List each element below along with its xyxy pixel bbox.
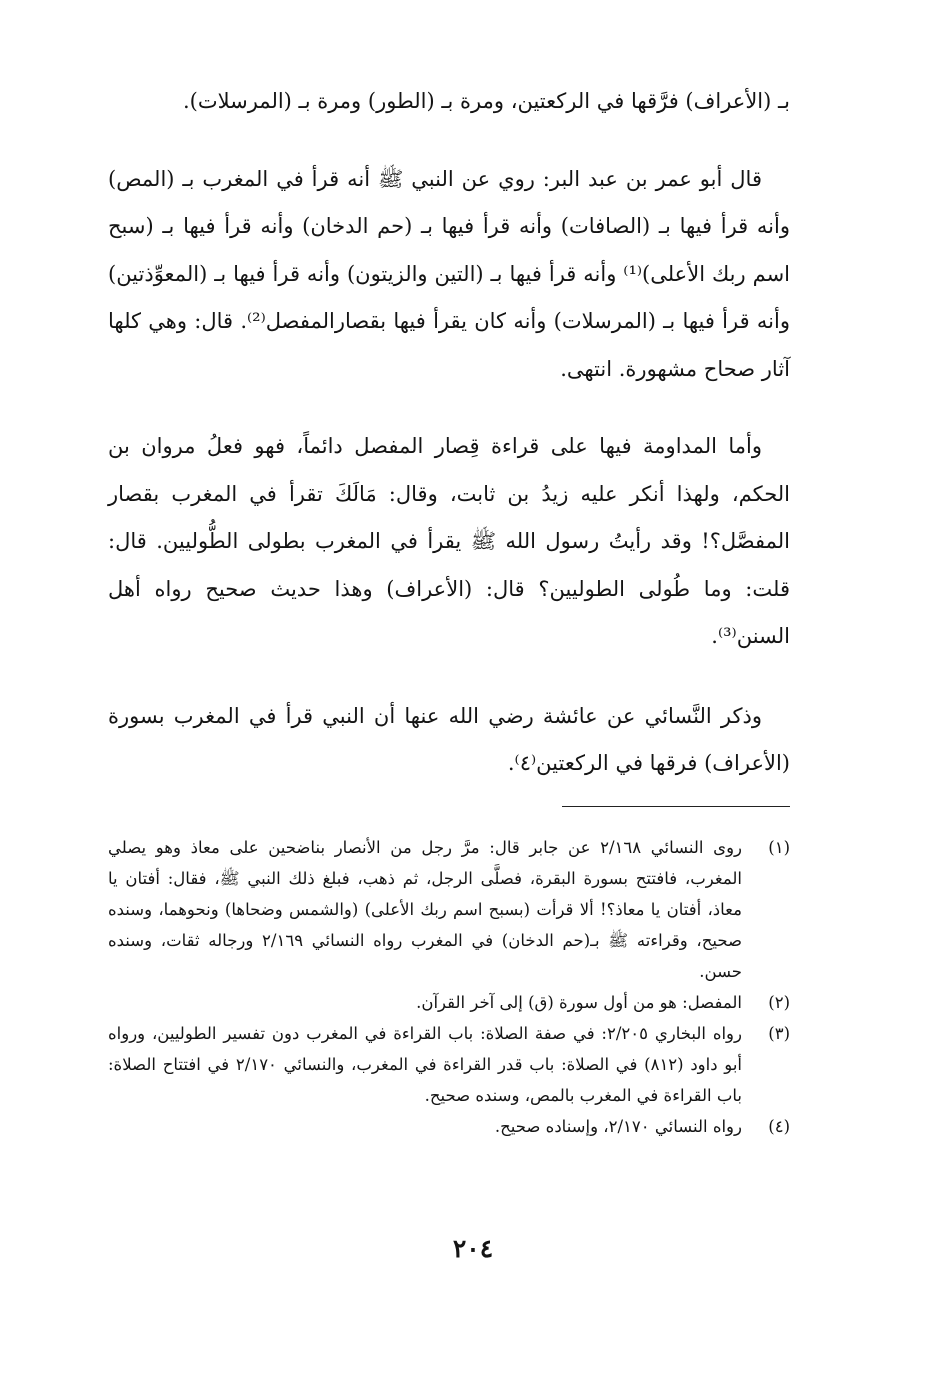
paragraph-continuation: بـ (الأعراف) فرَّقها في الركعتين، ومرة بـ (الطور) ومرة بـ (المرسلات). (182, 89, 790, 113)
footnote-text: رواه النسائي ٢/١٧٠، وإسناده صحيح. (494, 1116, 742, 1136)
paragraph-marwan: وأما المداومة فيها على قراءة قِصار المفصل دائماً، فهو فعلُ مروان بن الحكم، ولهذا أنكر عليه زيدُ بن ثابت، وقال: مَالَكَ تقرأ في المغرب بقصار المفصَّل؟! وقد رأيتُ رسول الله ﷺ يقرأ في المغرب بطولى الطُّوليين. قال: قلت: وما طُولى الطوليين؟ قال: (الأعراف) وهذا حديث صحيح رواه أهل السنن⁽³⁾. (108, 434, 790, 648)
page-number: ٢٠٤ (452, 1234, 494, 1263)
paragraph-ibn-abd-al-barr: قال أبو عمر بن عبد البر: روي عن النبي ﷺ أنه قرأ في المغرب بـ (المص) وأنه قرأ فيها بـ (الصافات) وأنه قرأ فيها بـ (حم الدخان) وأنه قرأ فيها بـ (سبح اسم ربك الأعلى)⁽¹⁾ وأنه قرأ فيها بـ (التين والزيتون) وأنه قرأ فيها بـ (المعوِّذتين) وأنه قرأ فيها بـ (المرسلات) وأنه كان يقرأ فيها بقصارالمفصل⁽²⁾. قال: وهي كلها آثار صحاح مشهورة. انتهى. (108, 166, 790, 381)
footnote-number: (١) (768, 837, 790, 857)
footnote-number: (٤) (768, 1116, 790, 1136)
footnote-3 (108, 1018, 790, 1111)
footnote-4 (108, 1111, 790, 1142)
footnote-2 (108, 987, 790, 1018)
footnote-separator (108, 788, 790, 816)
paragraph-nasai-aisha: وذكر النَّسائي عن عائشة رضي الله عنها أن النبي قرأ في المغرب بسورة (الأعراف) فرقها في الركعتين⁽٤⁾. (108, 703, 790, 775)
footnote-text: المفصل: هو من أول سورة (ق) إلى آخر القرآن. (416, 992, 742, 1012)
footnote-text: رواه البخاري ٢/٢٠٥: في صفة الصلاة: باب القراءة في المغرب دون تفسير الطوليين، ورواه أبو داود (٨١٢) في الصلاة: باب قدر القراءة في المغرب، والنسائي ٢/١٧٠ في افتتاح الصلاة: باب القراءة في المغرب بالمص، وسنده صحيح. (108, 1023, 743, 1105)
footnote-text: روى النسائي ٢/١٦٨ عن جابر قال: مرَّ رجل من الأنصار بناضحين على معاذ وهو يصلي المغرب، فافتتح بسورة البقرة، فصلَّى الرجل، ثم ذهب، فبلغ ذلك النبي ﷺ، فقال: أفتان يا معاذ، أفتان يا معاذ؟! ألا قرأت (بسبح اسم ربك الأعلى) (والشمس وضحاها) ونحوهما، وسنده صحيح، وقراءته ﷺ بـ(حم الدخان) في المغرب رواه النسائي ٢/١٦٩ ورجاله ثقات، وسنده حسن. (108, 837, 743, 981)
footnotes (108, 832, 790, 1142)
footnote-1 (108, 832, 790, 987)
footnote-number: (٢) (768, 992, 790, 1012)
footnote-number: (٣) (768, 1023, 790, 1043)
separator-line (562, 806, 790, 807)
page-body (108, 78, 790, 1142)
